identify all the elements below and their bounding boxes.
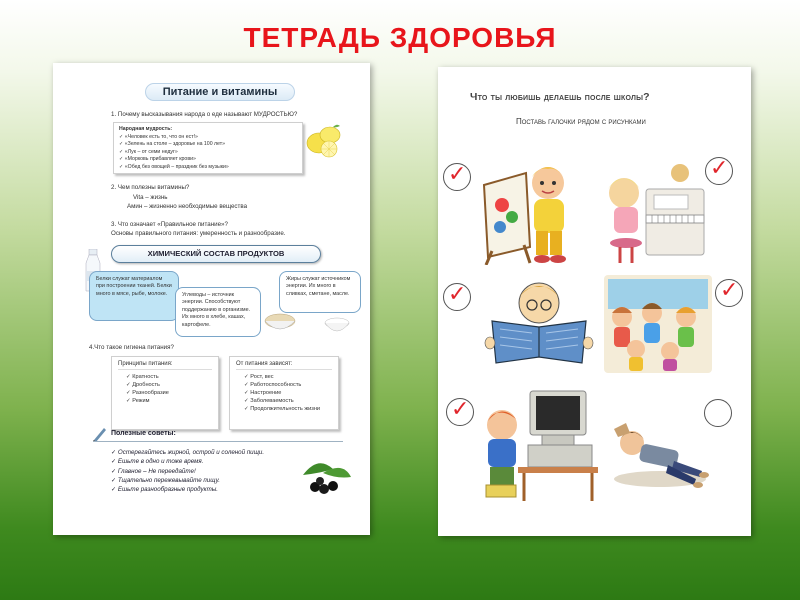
principle-item: ✓ Разнообразие [126,389,212,397]
tips-divider [93,441,343,442]
principle-item: ✓ Кратность [126,373,212,381]
depends-item: ✓ Продолжительность жизни [244,405,332,413]
nutrition-principles-box [111,356,219,430]
lemons-illustration [303,121,343,161]
question-2: 2. Чем полезны витамины? [111,184,190,191]
principle-item: ✓ Дробность [126,381,212,389]
principles-heading: Принципы питания: [118,360,212,370]
checkmark-icon: ✓ [710,156,729,181]
checkmark-icon: ✓ [451,397,470,422]
boy-painting-illustration [478,155,578,265]
wisdom-item: ✓ «Человек есть то, что он ест!» [119,134,297,142]
question-4: 4.Что такое гигиена питания? [89,344,174,351]
proteins-bubble: Белки служат материалом при построении тканей. Белки много в мясе, рыбе, молоке. [89,271,179,321]
nutrition-title: Питание и витамины [145,83,295,101]
principle-item: ✓ Режим [126,397,212,405]
tip-item: ✓ Тщательно пережевывайте пищу. [111,476,264,485]
instruction-subtitle: Поставь галочки рядом с рисунками [516,117,646,126]
depends-item: ✓ Настроение [244,389,332,397]
chemical-composition-title: ХИМИЧЕСКИЙ СОСТАВ ПРОДУКТОВ [111,245,321,263]
boy-computer-illustration [478,385,598,503]
folk-wisdom-note [113,122,303,174]
fats-bubble: Жиры служат источником энергии. Их много в сливках, сметане, масле. [279,271,361,313]
question-3: 3. Что означает «Правильное питание»? [111,221,228,228]
wisdom-item: ✓ «Зелень на столе – здоровье на 100 лет» [119,141,297,149]
kids-playing-illustration [602,273,714,377]
tip-item: ✓ Главное – Не переедайте! [111,467,264,476]
tips-heading: Полезные советы: [111,430,176,437]
wisdom-item: ✓ «Лук – от семи недуг» [119,149,297,157]
wisdom-item: ✓ «Обед без овощей – праздник без музыки» [119,164,297,172]
checkmark-icon: ✓ [448,282,467,307]
depends-heading: От питания зависят: [236,360,332,370]
answer-2-line-1: Vita – жизнь [133,194,168,201]
carbohydrates-bubble: Углеводы – источник энергии. Способствуют поддержанию в организме. Их много в хлебе, кашах, картофеле. [175,287,261,337]
slide-title: ТЕТРАДЬ ЗДОРОВЬЯ [243,22,557,53]
checkmark-icon: ✓ [720,278,739,303]
depends-item: ✓ Рост, вес [244,373,332,381]
question-1: 1. Почему высказывания народа о еде называют МУДРОСТЬЮ? [111,111,298,118]
folk-wisdom-heading: Народная мудрость: [119,126,173,132]
depends-item: ✓ Работоспособность [244,381,332,389]
blackcurrant-illustration [293,455,353,497]
tip-item: ✓ Ешьте в одно и тоже время. [111,457,264,466]
right-worksheet-page [438,67,751,536]
oats-bowl-illustration [263,307,297,337]
answer-2-line-2: Амин – жизненно необходимые вещества [127,203,248,210]
checkbox-playing[interactable] [715,279,743,307]
nutrition-depends-box [229,356,339,430]
checkbox-reading[interactable] [443,283,471,311]
after-school-title: Что ты любишь делаешь после школы? [470,91,650,103]
checkbox-computer[interactable] [446,398,474,426]
checkmark-icon: ✓ [448,162,467,187]
tips-list [111,448,264,494]
teen-resting-illustration [610,419,710,491]
boy-reading-illustration [484,277,594,367]
girl-piano-illustration [598,159,708,269]
checkbox-drawing[interactable] [443,163,471,191]
left-worksheet-page [53,63,370,535]
answer-3: Основы правильного питания: умеренность и разнообразие. [111,230,286,237]
sour-cream-illustration [321,313,353,337]
wisdom-item: ✓ «Морковь прибавляет крови» [119,156,297,164]
tip-item: ✓ Ешьте разнообразные продукты. [111,485,264,494]
tip-item: ✓ Остерегайтесь жирной, острой и соленой пищи. [111,448,264,457]
checkbox-piano[interactable] [705,157,733,185]
depends-item: ✓ Заболеваемость [244,397,332,405]
